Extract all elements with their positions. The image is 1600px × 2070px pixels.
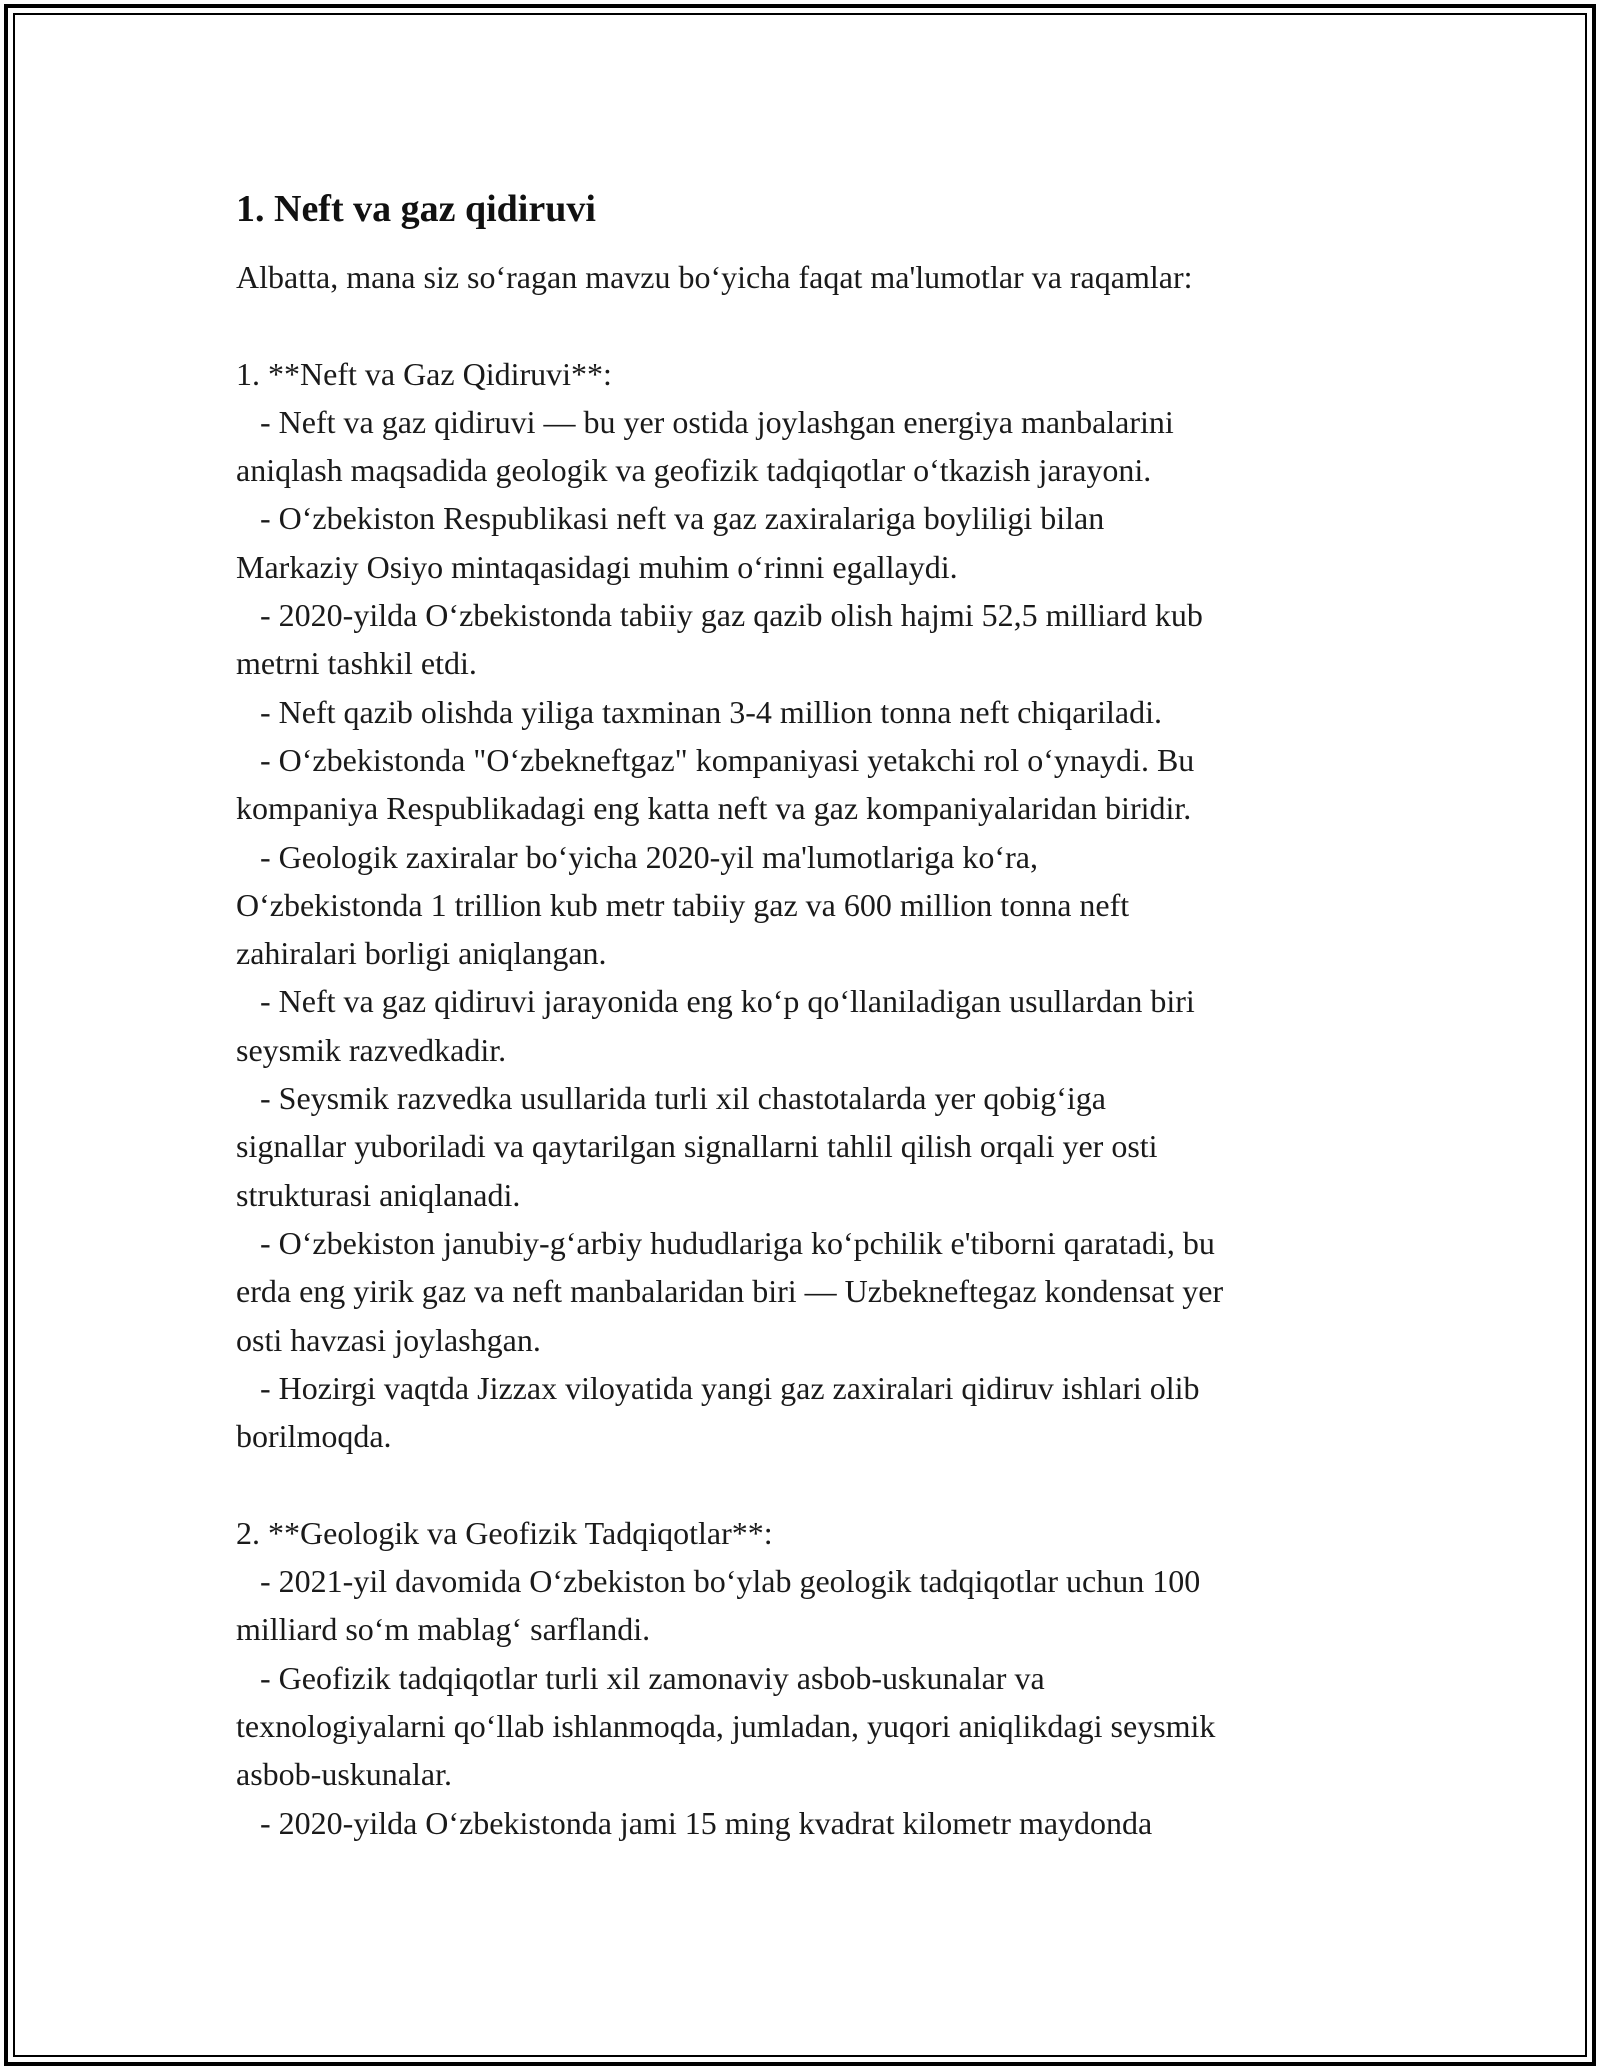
text-line: - Neft va gaz qidiruvi jarayonida eng ko‘p qo‘llaniladigan usullardan biri	[236, 983, 1195, 1020]
text-line: milliard so‘m mablag‘ sarflandi.	[236, 1611, 651, 1648]
body-text	[236, 253, 1396, 1847]
text-line: asbob-uskunalar.	[236, 1756, 452, 1793]
text-line: 1. **Neft va Gaz Qidiruvi**:	[236, 355, 612, 392]
text-line: - O‘zbekiston Respublikasi neft va gaz zaxiralariga boyliligi bilan	[236, 500, 1105, 537]
text-line	[236, 1460, 1396, 1508]
text-line: - Geofizik tadqiqotlar turli xil zamonaviy asbob-uskunalar va	[236, 1659, 1045, 1696]
section-heading: 1. Neft va gaz qidiruvi	[236, 188, 596, 230]
text-line: kompaniya Respublikadagi eng katta neft va gaz kompaniyalaridan biridir.	[236, 790, 1192, 827]
text-line: zahiralari borligi aniqlangan.	[236, 935, 607, 972]
text-line: - 2020-yilda O‘zbekistonda jami 15 ming kvadrat kilometr maydonda	[236, 1804, 1153, 1841]
text-line: - 2020-yilda O‘zbekistonda tabiiy gaz qazib olish hajmi 52,5 milliard kub	[236, 597, 1203, 634]
text-line: seysmik razvedkadir.	[236, 1031, 507, 1068]
text-line: - Geologik zaxiralar bo‘yicha 2020-yil ma'lumotlariga ko‘ra,	[236, 838, 1038, 875]
text-line: - Neft qazib olishda yiliga taxminan 3-4 million tonna neft chiqariladi.	[236, 693, 1162, 730]
document-body	[236, 185, 1396, 1847]
text-line: signallar yuboriladi va qaytarilgan signallarni tahlil qilish orqali yer osti	[236, 1128, 1158, 1165]
text-line: osti havzasi joylashgan.	[236, 1321, 541, 1358]
text-line: O‘zbekistonda 1 trillion kub metr tabiiy gaz va 600 million tonna neft	[236, 886, 1130, 923]
text-line: texnologiyalarni qo‘llab ishlanmoqda, jumladan, yuqori aniqlikdagi seysmik	[236, 1707, 1216, 1744]
text-line: metrni tashkil etdi.	[236, 645, 477, 682]
text-line: - O‘zbekistonda "O‘zbekneftgaz" kompaniyasi yetakchi rol o‘ynaydi. Bu	[236, 741, 1195, 778]
text-line: erda eng yirik gaz va neft manbalaridan biri — Uzbekneftegaz kondensat yer	[236, 1273, 1224, 1310]
text-line: Markaziy Osiyo mintaqasidagi muhim o‘rinni egallaydi.	[236, 548, 958, 585]
text-line: - Hozirgi vaqtda Jizzax viloyatida yangi gaz zaxiralari qidiruv ishlari olib	[236, 1369, 1200, 1406]
text-line: Albatta, mana siz so‘ragan mavzu bo‘yicha faqat ma'lumotlar va raqamlar:	[236, 259, 1193, 295]
text-line: aniqlash maqsadida geologik va geofizik tadqiqotlar o‘tkazish jarayoni.	[236, 452, 1152, 489]
text-line: - O‘zbekiston janubiy-g‘arbiy hududlariga ko‘pchilik e'tiborni qaratadi, bu	[236, 1224, 1215, 1261]
text-line: strukturasi aniqlanadi.	[236, 1176, 521, 1213]
text-line: 2. **Geologik va Geofizik Tadqiqotlar**:	[236, 1514, 773, 1551]
text-line: - Neft va gaz qidiruvi — bu yer ostida joylashgan energiya manbalarini	[236, 403, 1174, 440]
text-line: borilmoqda.	[236, 1418, 392, 1455]
text-line	[236, 301, 1396, 349]
text-line: - Seysmik razvedka usullarida turli xil chastotalarda yer qobig‘iga	[236, 1080, 1106, 1117]
text-line: - 2021-yil davomida O‘zbekiston bo‘ylab geologik tadqiqotlar uchun 100	[236, 1563, 1201, 1600]
